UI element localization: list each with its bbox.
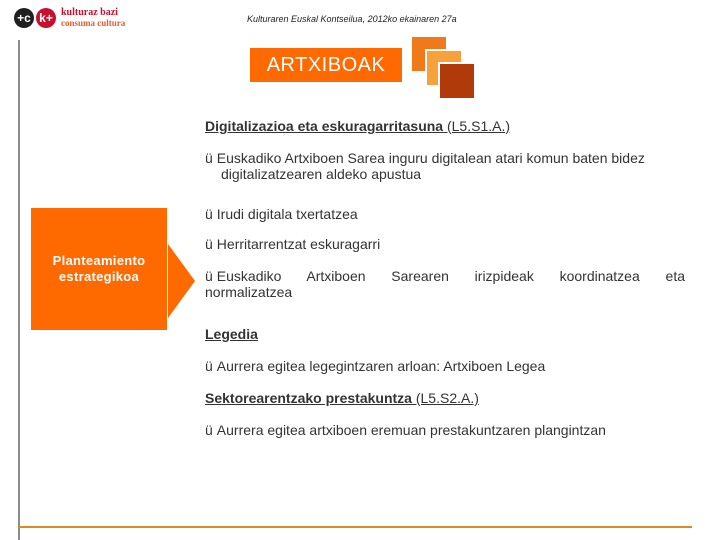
bottom-rule bbox=[18, 526, 692, 528]
logo-line-1: kulturaz bazi bbox=[61, 7, 118, 18]
decor-square-3 bbox=[438, 62, 476, 100]
list-item bbox=[205, 268, 685, 300]
section-3-title: Sektorearentzako prestakuntza bbox=[205, 390, 412, 406]
item-text-cont: normalizatzea bbox=[205, 284, 293, 300]
section-2-title: Legedia bbox=[205, 326, 258, 342]
section-1-title: Digitalizazioa eta eskuragarritasuna bbox=[205, 118, 444, 134]
item-text: Euskadiko Artxiboen Sarea inguru digitalean atari komun baten bidez bbox=[216, 150, 645, 166]
item-text: Irudi digitala txertatzea bbox=[216, 206, 358, 222]
checkmark-icon: ü bbox=[205, 422, 213, 438]
logo-left-mark: +c bbox=[14, 8, 34, 28]
logo-line-2: consuma cultura bbox=[61, 18, 126, 28]
checkmark-icon: ü bbox=[205, 150, 213, 166]
item-text: Euskadiko Artxiboen Sarearen irizpideak koordinatzea eta bbox=[216, 268, 685, 284]
list-item bbox=[205, 236, 685, 252]
checkmark-icon: ü bbox=[205, 236, 213, 252]
item-text: Herritarrentzat eskuragarri bbox=[216, 236, 381, 252]
strategy-box-line-2: estrategikoa bbox=[58, 269, 140, 284]
logo-right-mark: k+ bbox=[36, 8, 56, 28]
logo bbox=[14, 8, 125, 28]
section-3-heading bbox=[205, 390, 685, 406]
checkmark-icon: ü bbox=[205, 206, 213, 222]
list-item bbox=[205, 358, 685, 374]
item-text: Aurrera egitea legegintzaren arloan: Artxiboen Legea bbox=[216, 358, 546, 374]
vertical-divider bbox=[18, 40, 20, 540]
checkmark-icon: ü bbox=[205, 268, 213, 284]
item-text-cont: digitalizatzearen aldeko apustua bbox=[221, 166, 422, 182]
list-item bbox=[205, 422, 685, 438]
section-3-ref: (L5.S2.A.) bbox=[411, 390, 479, 406]
list-item bbox=[205, 206, 685, 222]
section-2-heading bbox=[205, 326, 685, 342]
arrow-right-icon bbox=[168, 244, 195, 318]
strategy-box bbox=[31, 208, 167, 330]
list-item bbox=[205, 150, 685, 182]
item-text: Aurrera egitea artxiboen eremuan prestakuntzaren plangintzan bbox=[216, 422, 606, 438]
checkmark-icon: ü bbox=[205, 358, 213, 374]
section-1-ref: (L5.S1.A.) bbox=[443, 118, 511, 134]
section-1-heading bbox=[205, 118, 685, 134]
item-text-justified bbox=[205, 268, 685, 284]
page-title: ARTXIBOAK bbox=[250, 48, 402, 82]
strategy-box-line-1: Planteamiento bbox=[52, 253, 146, 268]
header-note: Kulturaren Euskal Kontseilua, 2012ko ekainaren 27a bbox=[247, 14, 457, 24]
logo-text bbox=[61, 8, 125, 28]
